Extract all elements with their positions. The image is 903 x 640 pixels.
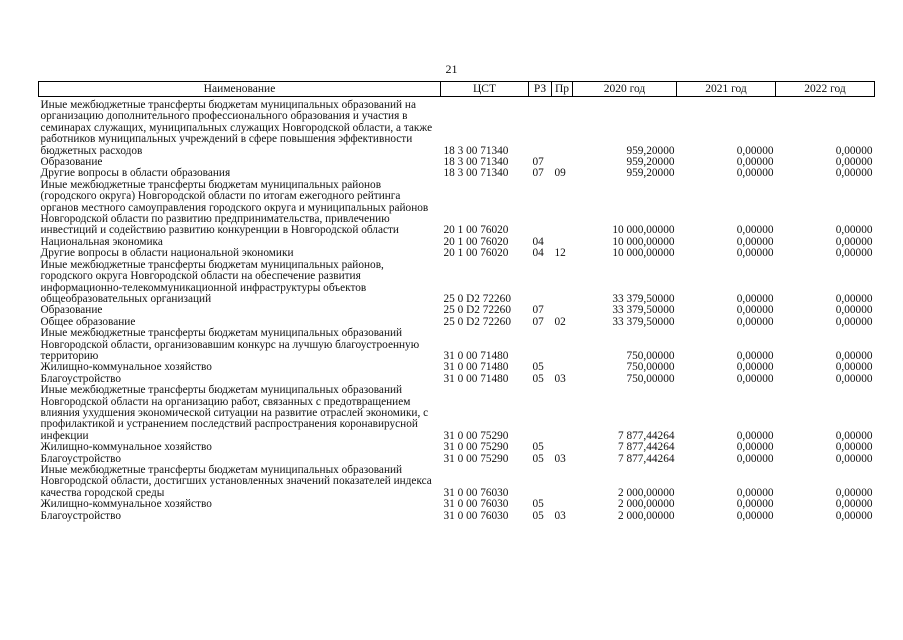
row-amount-2021: 0,00000 (736, 349, 774, 362)
row-amount-2021: 0,00000 (736, 156, 774, 169)
row-cst-code: 31 0 00 75290 (443, 429, 509, 442)
table-row (39, 248, 875, 259)
row-cst-code: 18 3 00 71340 (443, 156, 509, 169)
row-rz-code: 05 (532, 509, 544, 522)
row-amount-2020: 7 877,44264 (618, 452, 675, 465)
row-amount-2020: 7 877,44264 (618, 441, 675, 454)
row-cst-code: 31 0 00 76030 (443, 509, 509, 522)
table-row (39, 499, 875, 510)
row-name: Иные межбюджетные трансферты бюджетам муниципальных образований Новгородской области, достигших установленных значений показателей индекса качества городской среды (40, 464, 432, 499)
row-rz-code (529, 97, 552, 158)
row-rz-code: 05 (532, 452, 544, 465)
row-cst-code: 25 0 D2 72260 (443, 304, 511, 317)
row-amount-2022: 0,00000 (835, 235, 873, 248)
column-header-2022: 2022 год (776, 82, 875, 97)
row-amount-2020: 10 000,00000 (612, 247, 675, 260)
row-amount-2022: 0,00000 (835, 144, 873, 157)
row-name: Жилищно-коммунальное хозяйство (40, 498, 212, 511)
row-cst-code: 31 0 00 71480 (443, 361, 509, 374)
row-rz-code: 05 (532, 372, 544, 385)
column-header-cst: ЦСТ (441, 82, 529, 97)
row-rz-code: 04 (532, 235, 544, 248)
row-amount-2020: 2 000,00000 (618, 486, 675, 499)
row-name: Образование (40, 156, 103, 169)
row-rz-code (529, 180, 552, 237)
row-amount-2022: 0,00000 (835, 224, 873, 237)
row-amount-2021: 0,00000 (736, 498, 774, 511)
row-amount-2022: 0,00000 (835, 509, 873, 522)
row-amount-2022: 0,00000 (835, 441, 873, 454)
row-cst-code: 18 3 00 71340 (443, 167, 509, 180)
row-name: Образование (40, 304, 103, 317)
row-amount-2020: 750,00000 (626, 372, 675, 385)
row-pr-code (552, 260, 573, 306)
row-amount-2021: 0,00000 (736, 315, 774, 328)
row-amount-2021: 0,00000 (736, 441, 774, 454)
table-row (39, 442, 875, 453)
column-header-2021: 2021 год (677, 82, 776, 97)
row-amount-2020: 959,20000 (626, 156, 675, 169)
row-rz-code: 07 (532, 304, 544, 317)
row-amount-2021: 0,00000 (736, 167, 774, 180)
row-name: Общее образование (40, 315, 136, 328)
row-rz-code: 07 (532, 315, 544, 328)
row-rz-code: 04 (532, 247, 544, 260)
row-amount-2022: 0,00000 (835, 372, 873, 385)
row-pr-code (552, 180, 573, 237)
table-row (39, 260, 875, 306)
row-amount-2021: 0,00000 (736, 452, 774, 465)
page-number: 21 (445, 62, 458, 76)
row-rz-code: 05 (532, 361, 544, 374)
row-pr-code (552, 305, 573, 316)
row-amount-2021: 0,00000 (736, 292, 774, 305)
table-row (39, 465, 875, 499)
row-amount-2021: 0,00000 (736, 235, 774, 248)
row-pr-code (552, 97, 573, 158)
row-pr-code (552, 328, 573, 362)
row-cst-code: 31 0 00 75290 (443, 452, 509, 465)
row-name: Иные межбюджетные трансферты бюджетам муниципальных районов, городского округа Новгородской области на обеспечение развития информационно-телекоммуникационной инфраструктуры объектов общеобразовательных организаций (40, 258, 384, 305)
row-rz-code (529, 385, 552, 442)
column-header-2020: 2020 год (573, 82, 677, 97)
row-amount-2020: 2 000,00000 (618, 509, 675, 522)
row-cst-code: 20 1 00 76020 (443, 224, 509, 237)
table-body (39, 97, 875, 523)
row-amount-2022: 0,00000 (835, 156, 873, 169)
row-amount-2022: 0,00000 (835, 429, 873, 442)
row-amount-2021: 0,00000 (736, 361, 774, 374)
row-amount-2021: 0,00000 (736, 509, 774, 522)
row-amount-2021: 0,00000 (736, 224, 774, 237)
row-cst-code: 20 1 00 76020 (443, 235, 509, 248)
row-cst-code: 25 0 D2 72260 (443, 292, 511, 305)
row-amount-2022: 0,00000 (835, 486, 873, 499)
row-cst-code: 31 0 00 75290 (443, 441, 509, 454)
row-name: Другие вопросы в области национальной экономики (40, 247, 294, 260)
row-cst-code: 31 0 00 76030 (443, 486, 509, 499)
row-amount-2022: 0,00000 (835, 452, 873, 465)
row-pr-code: 03 (554, 452, 566, 465)
row-pr-code: 12 (554, 247, 566, 260)
row-cst-code: 18 3 00 71340 (443, 144, 509, 157)
row-name: Национальная экономика (40, 235, 163, 248)
row-amount-2021: 0,00000 (736, 247, 774, 260)
row-cst-code: 31 0 00 71480 (443, 349, 509, 362)
table-row (39, 511, 875, 522)
column-header-rz: РЗ (529, 82, 552, 97)
row-name: Иные межбюджетные трансферты бюджетам муниципальных образований на организацию дополнительного профессионального образования и участия в семинарах служащих, муниципальных служащих Новгородской области, а также работников муниципальных учреждений в сфере повышения эффективности бюджетных расходов (40, 99, 433, 157)
row-pr-code (552, 385, 573, 442)
row-amount-2022: 0,00000 (835, 292, 873, 305)
row-pr-code: 03 (554, 509, 566, 522)
row-name: Иные межбюджетные трансферты бюджетам муниципальных образований Новгородской области, организовавшим конкурс на лучшую благоустроенную территорию (40, 327, 420, 362)
row-amount-2020: 7 877,44264 (618, 429, 675, 442)
row-amount-2022: 0,00000 (835, 304, 873, 317)
row-rz-code: 07 (532, 156, 544, 169)
row-amount-2020: 10 000,00000 (612, 235, 675, 248)
row-amount-2020: 33 379,50000 (612, 315, 675, 328)
row-amount-2022: 0,00000 (835, 498, 873, 511)
row-amount-2020: 959,20000 (626, 167, 675, 180)
row-amount-2022: 0,00000 (835, 315, 873, 328)
row-name: Благоустройство (40, 452, 121, 465)
row-amount-2021: 0,00000 (736, 144, 774, 157)
row-amount-2022: 0,00000 (835, 167, 873, 180)
row-pr-code (552, 499, 573, 510)
table-header-row (39, 82, 875, 97)
row-pr-code (552, 465, 573, 499)
row-pr-code (552, 442, 573, 453)
row-name: Благоустройство (40, 509, 121, 522)
row-cst-code: 20 1 00 76020 (443, 247, 509, 260)
table-row (39, 180, 875, 237)
column-header-pr: Пр (552, 82, 573, 97)
row-amount-2020: 10 000,00000 (612, 224, 675, 237)
row-name: Другие вопросы в области образования (40, 167, 231, 180)
row-amount-2022: 0,00000 (835, 361, 873, 374)
row-pr-code: 02 (554, 315, 566, 328)
row-name: Жилищно-коммунальное хозяйство (40, 441, 212, 454)
row-pr-code: 09 (554, 167, 566, 180)
row-name: Благоустройство (40, 372, 121, 385)
budget-table (38, 81, 875, 522)
table-row (39, 97, 875, 158)
row-amount-2020: 750,00000 (626, 361, 675, 374)
row-cst-code: 31 0 00 71480 (443, 372, 509, 385)
table-row (39, 305, 875, 316)
row-amount-2021: 0,00000 (736, 304, 774, 317)
row-rz-code: 07 (532, 167, 544, 180)
row-amount-2020: 33 379,50000 (612, 292, 675, 305)
row-amount-2021: 0,00000 (736, 429, 774, 442)
row-amount-2020: 959,20000 (626, 144, 675, 157)
row-rz-code (529, 465, 552, 499)
row-cst-code: 31 0 00 76030 (443, 498, 509, 511)
row-amount-2021: 0,00000 (736, 372, 774, 385)
row-amount-2022: 0,00000 (835, 247, 873, 260)
row-cst-code: 25 0 D2 72260 (443, 315, 511, 328)
row-rz-code (529, 260, 552, 306)
row-amount-2021: 0,00000 (736, 486, 774, 499)
row-amount-2022: 0,00000 (835, 349, 873, 362)
table-row (39, 328, 875, 362)
row-rz-code: 05 (532, 441, 544, 454)
row-amount-2020: 750,00000 (626, 349, 675, 362)
row-name: Иные межбюджетные трансферты бюджетам муниципальных образований Новгородской области на организацию работ, связанных с предотвращением влияния ухудшения экономической ситуации на развитие отраслей экономики, с профилактикой и устранением последствий распространения коронавирусной инфекции (40, 384, 429, 442)
table-row (39, 385, 875, 442)
row-amount-2020: 33 379,50000 (612, 304, 675, 317)
row-pr-code: 03 (554, 372, 566, 385)
row-name: Иные межбюджетные трансферты бюджетам муниципальных районов (городского округа) Новгородской области по итогам ежегодного рейтинга органов местного самоуправления городского округа и муниципальных районов Новгородской области по развитию предпринимательства, привлечению инвестиций и содействию развитию конкуренции в Новгородской области (40, 178, 429, 237)
row-rz-code (529, 328, 552, 362)
column-header-name: Наименование (39, 82, 441, 97)
row-rz-code: 05 (532, 498, 544, 511)
row-amount-2020: 2 000,00000 (618, 498, 675, 511)
row-name: Жилищно-коммунальное хозяйство (40, 361, 212, 374)
